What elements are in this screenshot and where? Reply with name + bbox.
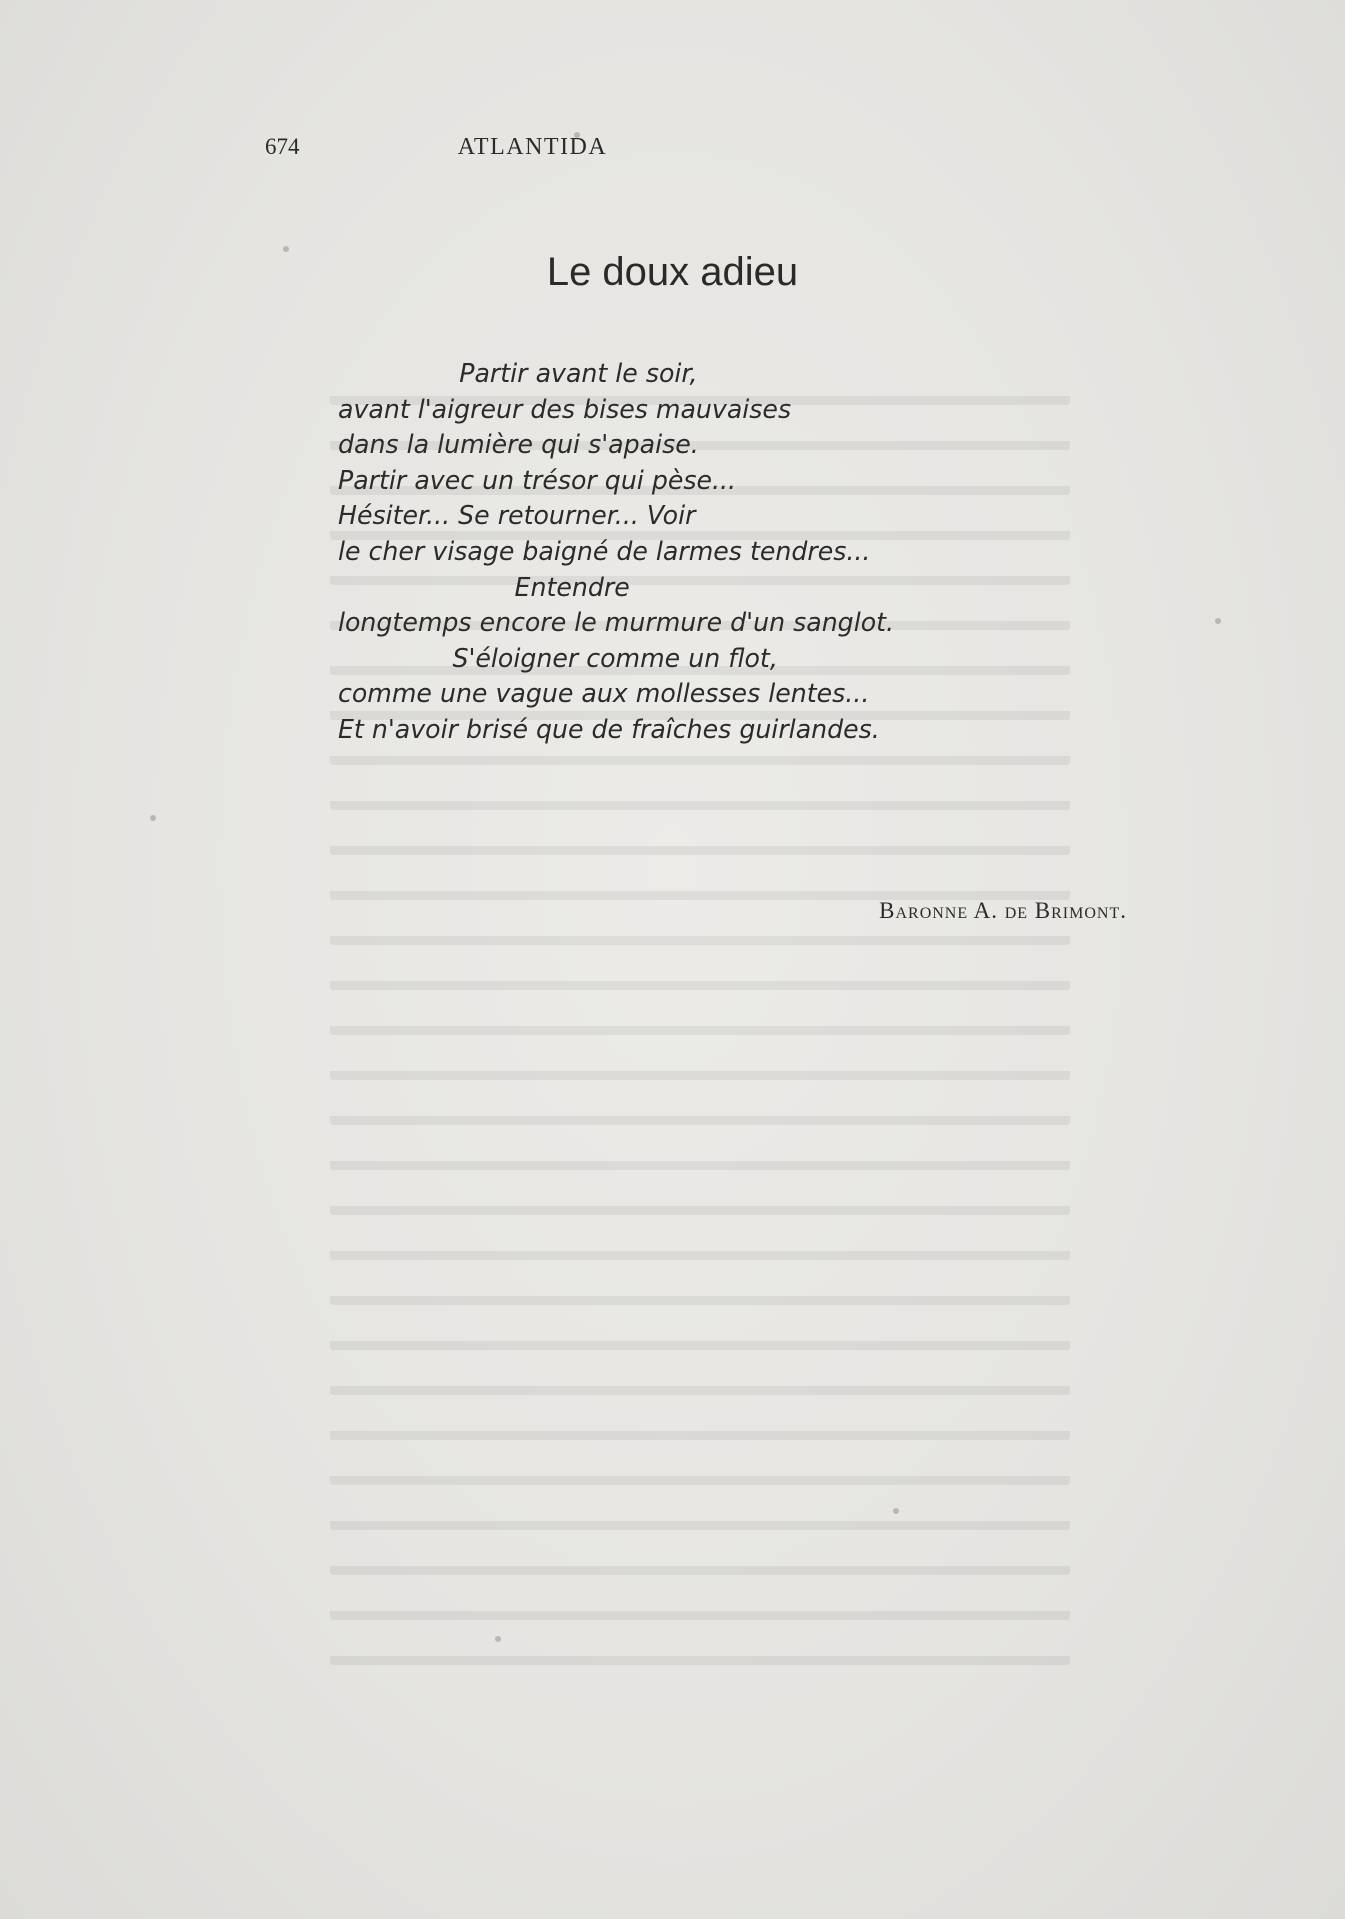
poem-line: comme une vague aux mollesses lentes... <box>338 679 870 710</box>
poem-line: le cher visage baigné de larmes tendres... <box>338 536 871 567</box>
page-number: 674 <box>265 134 300 159</box>
poem-line: dans la lumière qui s'apaise. <box>338 430 699 461</box>
paper-speck <box>893 1508 899 1514</box>
poem-line: Partir avant le soir, <box>459 359 698 389</box>
poem-line: avant l'aigreur des bises mauvaises <box>338 394 792 425</box>
poem-line: Entendre <box>514 572 630 603</box>
running-title: ATLANTIDA <box>457 134 608 160</box>
poem-line: Hésiter... Se retourner... Voir <box>338 501 696 532</box>
page-header <box>265 134 800 168</box>
author-signature: Baronne A. de Brimont. <box>879 898 1127 923</box>
poem-line: Partir avec un trésor qui pèse... <box>338 465 737 496</box>
paper-speck <box>1215 618 1221 624</box>
poem-body <box>338 357 1058 749</box>
poem-line: Et n'avoir brisé que de fraîches guirlandes. <box>338 714 880 745</box>
paper-speck <box>495 1636 501 1642</box>
poem-line: longtemps encore le murmure d'un sanglot. <box>338 608 895 639</box>
paper-speck <box>150 815 156 821</box>
poem-line: S'éloigner comme un flot, <box>452 643 778 674</box>
poem-title: Le doux adieu <box>546 250 799 294</box>
